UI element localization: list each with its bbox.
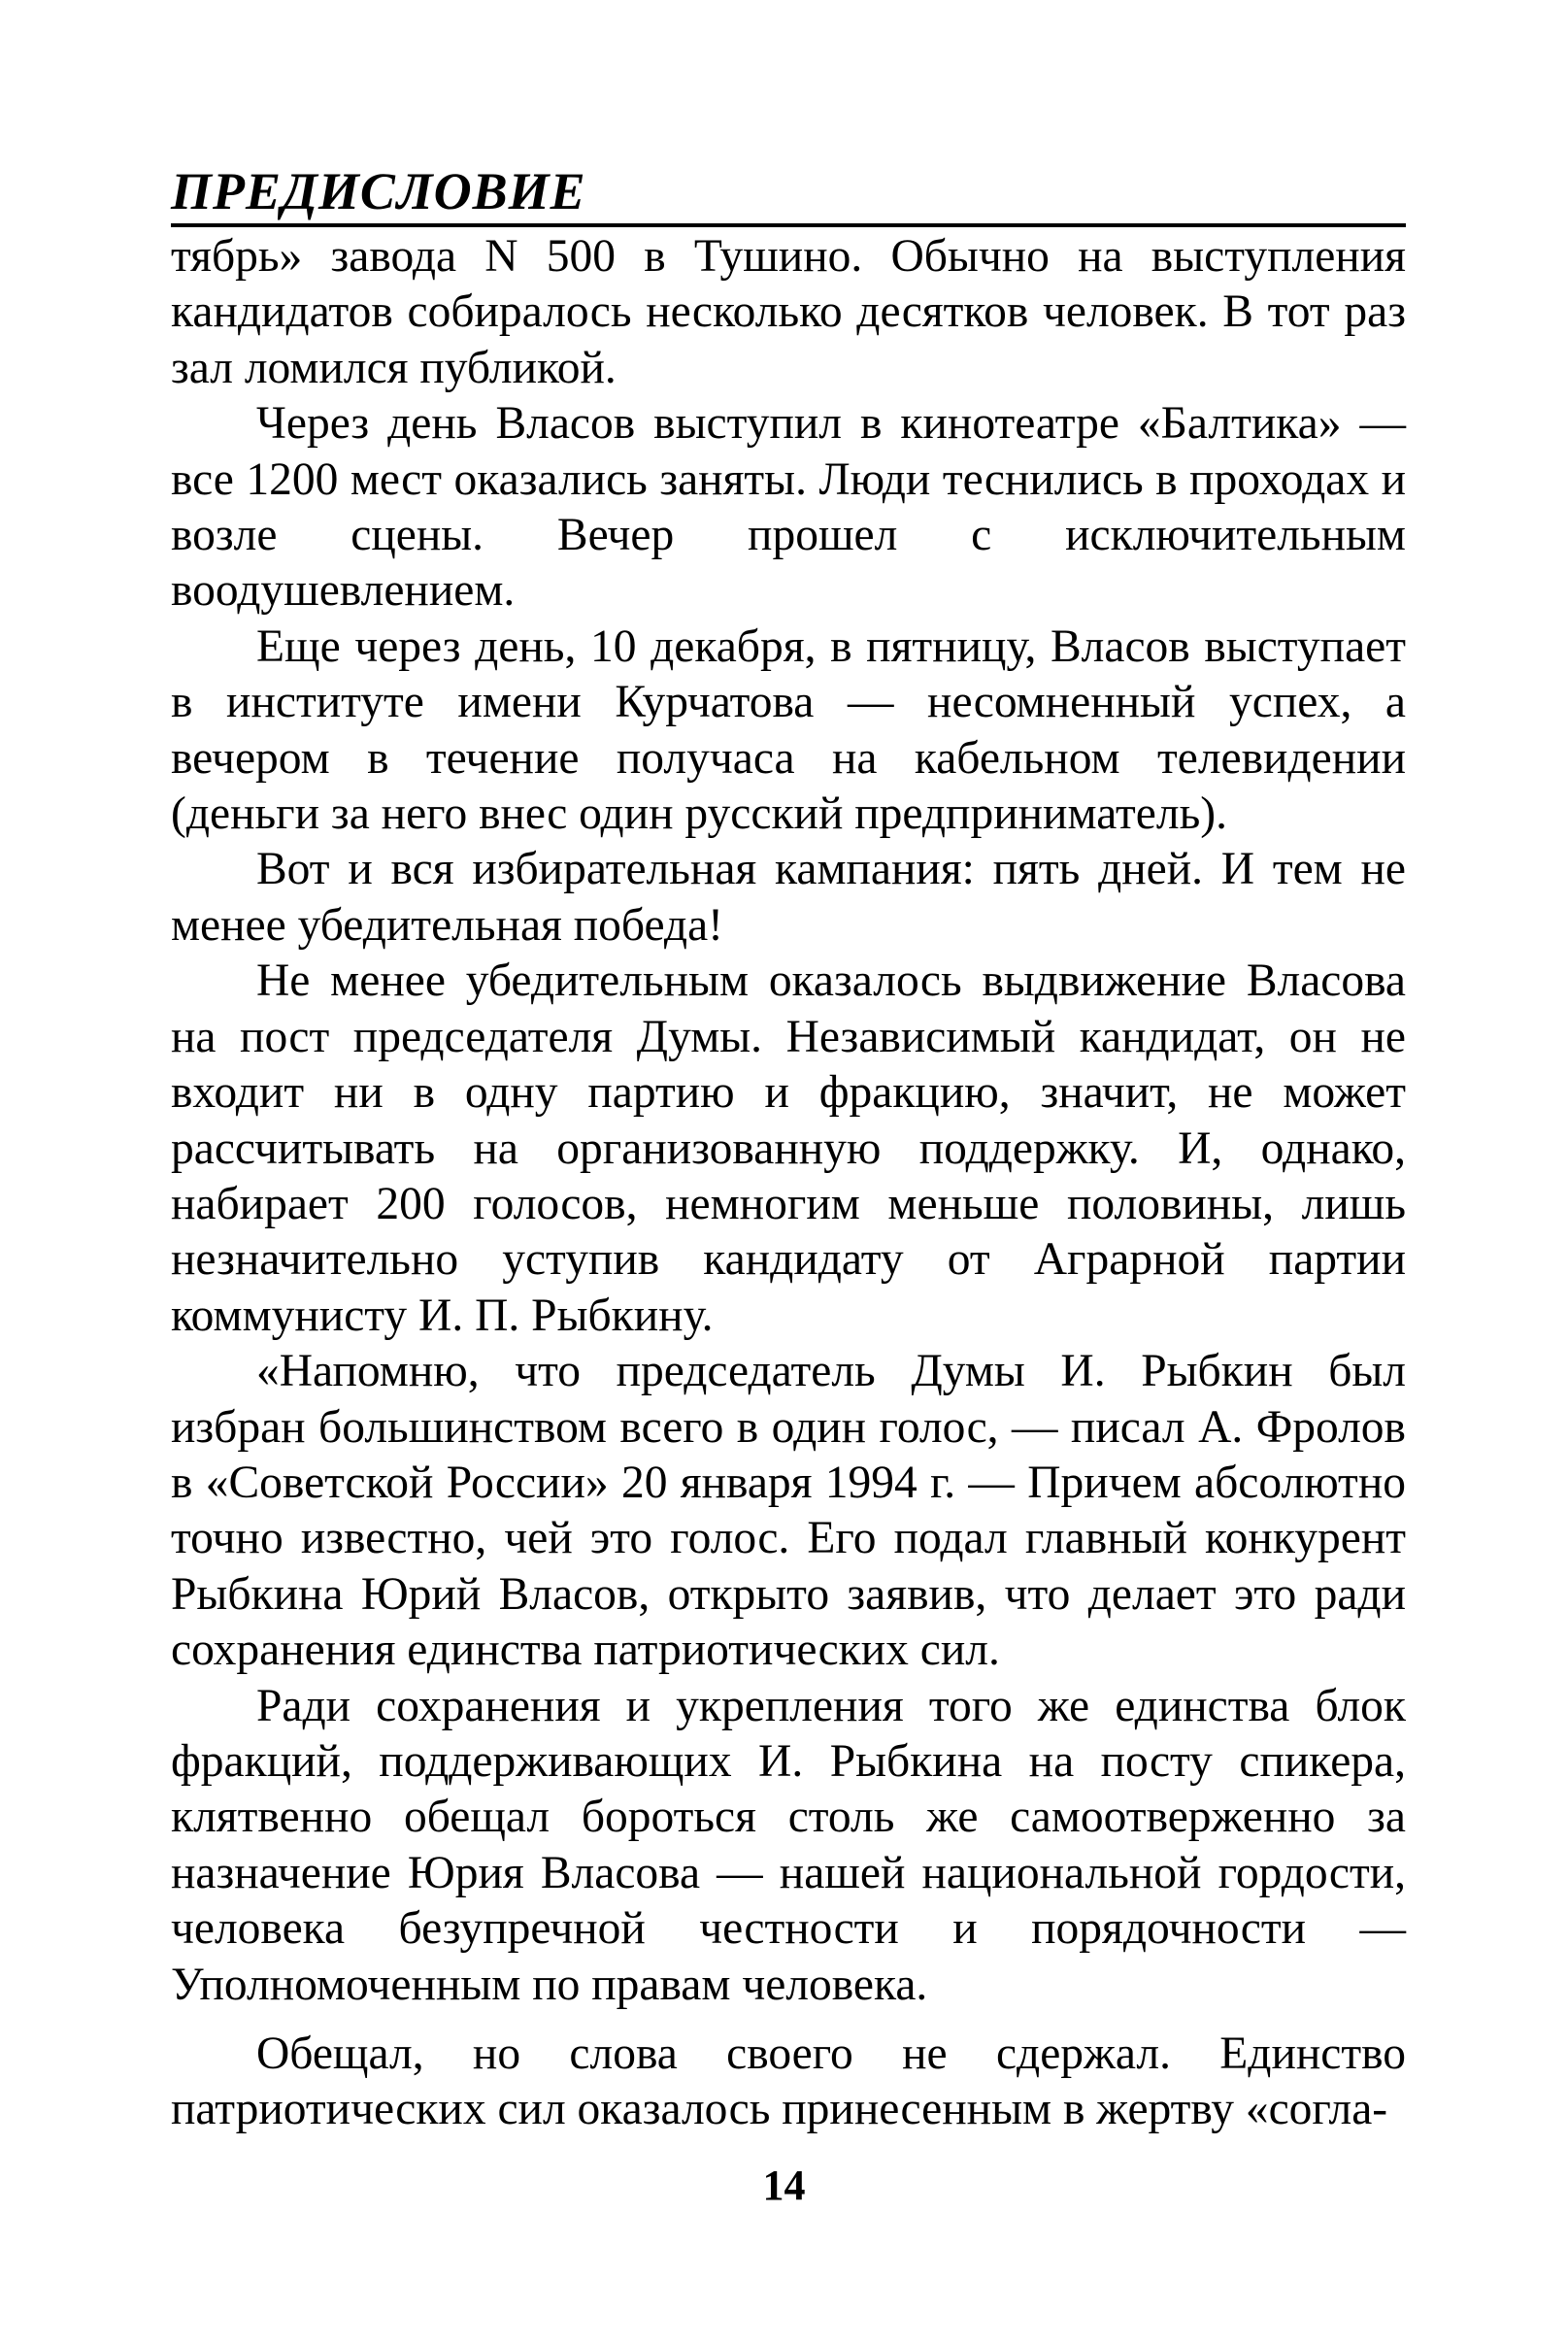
paragraph-7: Ради сохранения и укрепления того же единства блок фракций, поддерживающих И. Рыбкина на посту спикера, клятвенно обещал бороться столь же самоотверженно за назначение Юрия Власова — нашей национальной гордости, человека безупречной честности и порядочности — Уполномоченным по правам человека. (171, 1680, 1406, 2010)
page-number: 14 (762, 2162, 806, 2209)
paragraph-6: «Напомню, что председатель Думы И. Рыбкин был избран большинством всего в один голос, — писал А. Фролов в «Советской России» 20 января 1994 г. — Причем абсолютно точно известно, чей это голос. Его подал главный конкурент Рыбкина Юрий Власов, открыто заявив, что делает это ради сохранения единства патриотических сил. (171, 1346, 1406, 1676)
paragraph-5: Не менее убедительным оказалось выдвижение Власова на пост председателя Думы. Независимый кандидат, он не входит ни в одну партию и фракцию, значит, не может рассчитывать на организованную поддержку. И, однако, набирает 200 голосов, немногим меньше половины, лишь незначительно уступив кандидату от Аграрной партии коммунисту И. П. Рыбкину. (171, 956, 1406, 1341)
running-head-title: ПРЕДИСЛОВИЕ (171, 162, 586, 220)
running-head (171, 146, 1406, 227)
paragraph-2: Через день Власов выступил в кинотеатре «Балтика» — все 1200 мест оказались заняты. Люди теснились в проходах и возле сцены. Вечер прошел с исключительным воодушевлением. (171, 398, 1406, 617)
paragraph-8: Обещал, но слова своего не сдержал. Единство патриотических сил оказалось принесенным в жертву «согла- (171, 2028, 1406, 2135)
paragraph-3: Еще через день, 10 декабря, в пятницу, Власов выступает в институте имени Курчатова — несомненный успех, а вечером в течение получаса на кабельном телевидении (деньги за него внес один русский предприниматель). (171, 620, 1406, 840)
page (171, 146, 1406, 2138)
paragraph-1: тябрь» завода N 500 в Тушино. Обычно на выступления кандидатов собиралось несколько десятков человек. В тот раз зал ломился публикой. (171, 231, 1406, 393)
paragraph-4: Вот и вся избирательная кампания: пять дней. И тем не менее убедительная победа! (171, 844, 1406, 951)
body-text (171, 229, 1406, 2138)
